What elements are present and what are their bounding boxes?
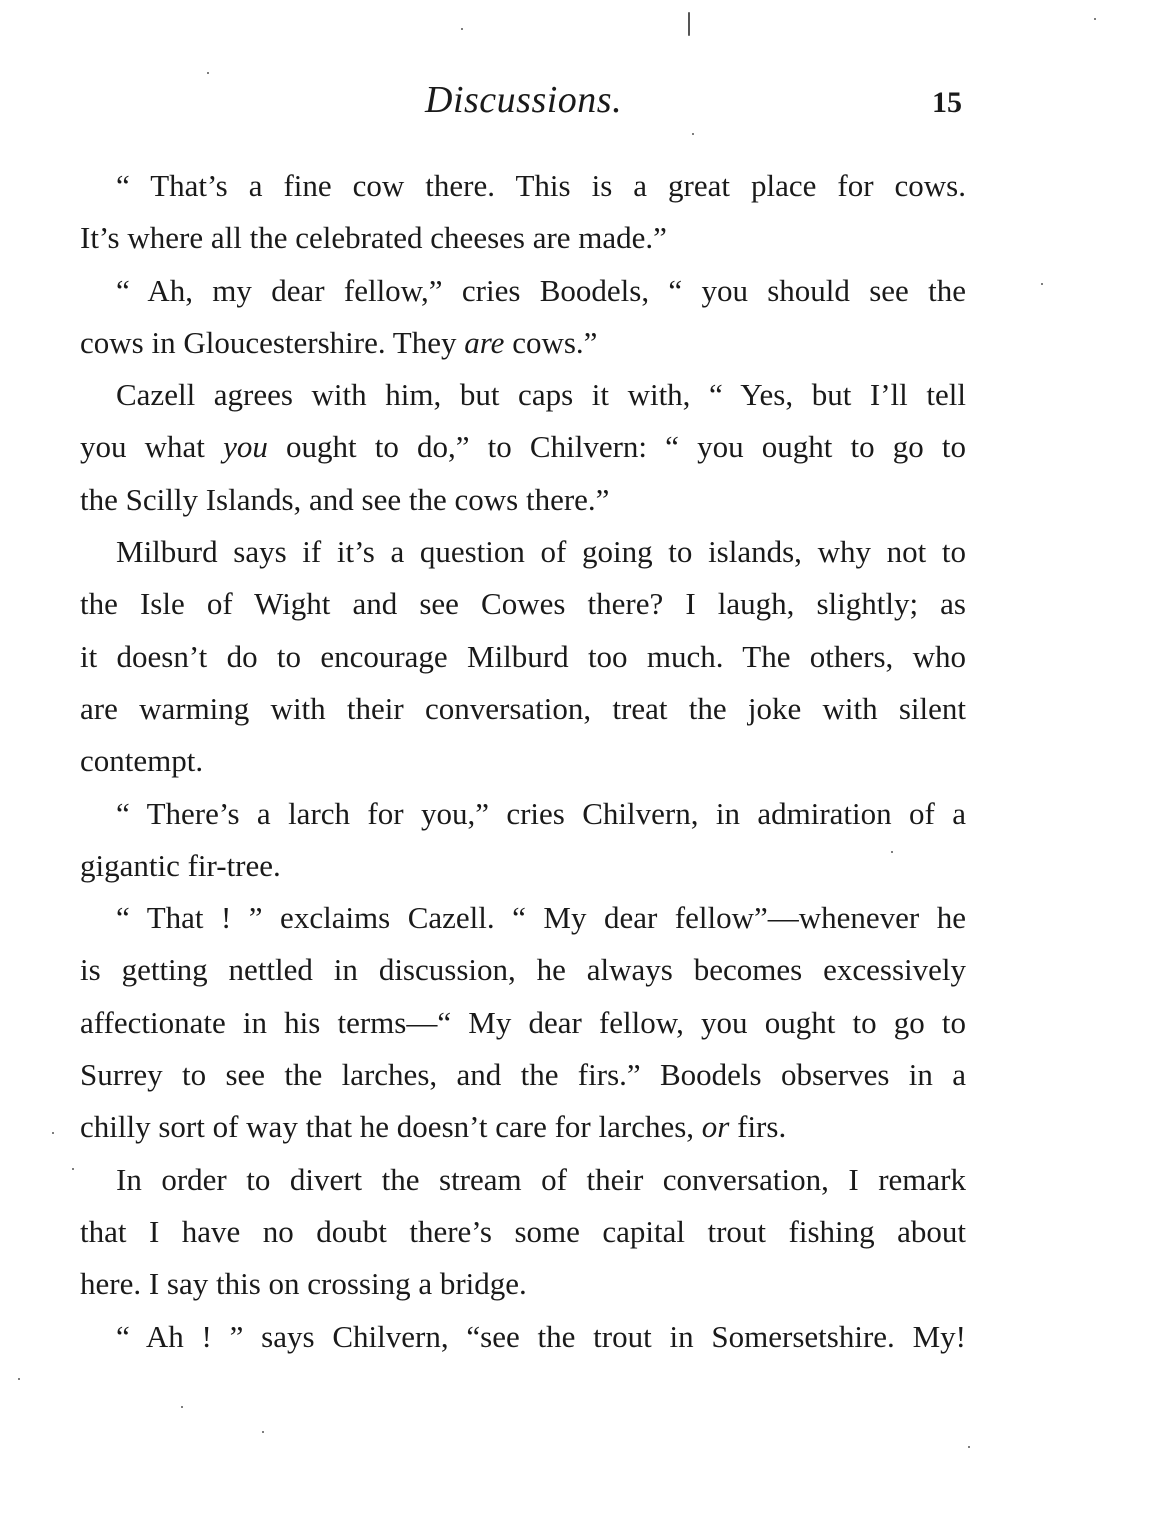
- italic-word: are: [464, 324, 505, 360]
- text-line: [80, 265, 966, 317]
- text-run: ought to do,” to Chilvern: “ you ought to go to: [267, 429, 966, 465]
- text-run: cows.”: [504, 324, 598, 360]
- text-line: [80, 1101, 966, 1153]
- text-run: that I have no doubt there’s some capital trout fishing about: [80, 1213, 966, 1249]
- text-line: [80, 160, 966, 212]
- text-line: [80, 1154, 966, 1206]
- running-head: [0, 78, 1157, 128]
- text-line: [80, 1258, 966, 1310]
- italic-word: or: [701, 1109, 730, 1145]
- text-line: [80, 1311, 966, 1363]
- text-line: [80, 474, 966, 526]
- text-run: here. I say this on crossing a bridge.: [80, 1266, 527, 1302]
- text-line: [80, 944, 966, 996]
- text-run: gigantic fir-tree.: [80, 847, 281, 883]
- italic-word: you: [223, 429, 268, 465]
- text-run: “ There’s a larch for you,” cries Chilvern, in admiration of a: [116, 795, 966, 831]
- text-run: In order to divert the stream of their conversation, I remark: [116, 1161, 966, 1197]
- body-text: [80, 160, 966, 1363]
- running-title: Discussions.: [425, 79, 623, 121]
- text-run: Cazell agrees with him, but caps it with, “ Yes, but I’ll tell: [116, 377, 966, 413]
- text-run: are warming with their conversation, treat the joke with silent: [80, 690, 966, 726]
- text-line: [80, 212, 966, 264]
- text-run: affectionate in his terms—“ My dear fellow, you ought to go to: [80, 1004, 966, 1040]
- text-run: it doesn’t do to encourage Milburd too much. The others, who: [80, 638, 966, 674]
- text-run: cows in Gloucestershire. They: [80, 324, 465, 360]
- text-run: “ That ! ” exclaims Cazell. “ My dear fellow”—whenever he: [116, 900, 966, 936]
- text-line: [80, 840, 966, 892]
- text-run: the Isle of Wight and see Cowes there? I laugh, slightly; as: [80, 586, 966, 622]
- page-number: 15: [932, 86, 962, 119]
- text-line: [80, 1049, 966, 1101]
- text-line: [80, 997, 966, 1049]
- text-line: [80, 683, 966, 735]
- text-run: you what: [80, 429, 224, 465]
- text-run: It’s where all the celebrated cheeses are made.”: [80, 220, 667, 256]
- text-run: Milburd says if it’s a question of going to islands, why not to: [116, 534, 966, 570]
- text-run: contempt.: [80, 743, 204, 779]
- text-line: [80, 317, 966, 369]
- text-line: [80, 631, 966, 683]
- text-line: [80, 1206, 966, 1258]
- text-run: “ That’s a fine cow there. This is a great place for cows.: [116, 168, 966, 203]
- text-run: “ Ah ! ” says Chilvern, “see the trout in Somersetshire. My!: [116, 1318, 966, 1354]
- text-line: [80, 892, 966, 944]
- text-line: [80, 526, 966, 578]
- text-run: the Scilly Islands, and see the cows there.”: [80, 481, 610, 517]
- text-run: firs.: [729, 1109, 787, 1145]
- text-run: is getting nettled in discussion, he always becomes excessively: [80, 952, 966, 988]
- text-run: chilly sort of way that he doesn’t care for larches,: [80, 1109, 702, 1145]
- text-run: Surrey to see the larches, and the firs.” Boodels observes in a: [80, 1057, 966, 1093]
- text-line: [80, 578, 966, 630]
- text-line: [80, 788, 966, 840]
- text-run: “ Ah, my dear fellow,” cries Boodels, “ you should see the: [116, 272, 966, 308]
- text-line: [80, 421, 966, 473]
- text-line: [80, 369, 966, 421]
- text-line: [80, 735, 966, 787]
